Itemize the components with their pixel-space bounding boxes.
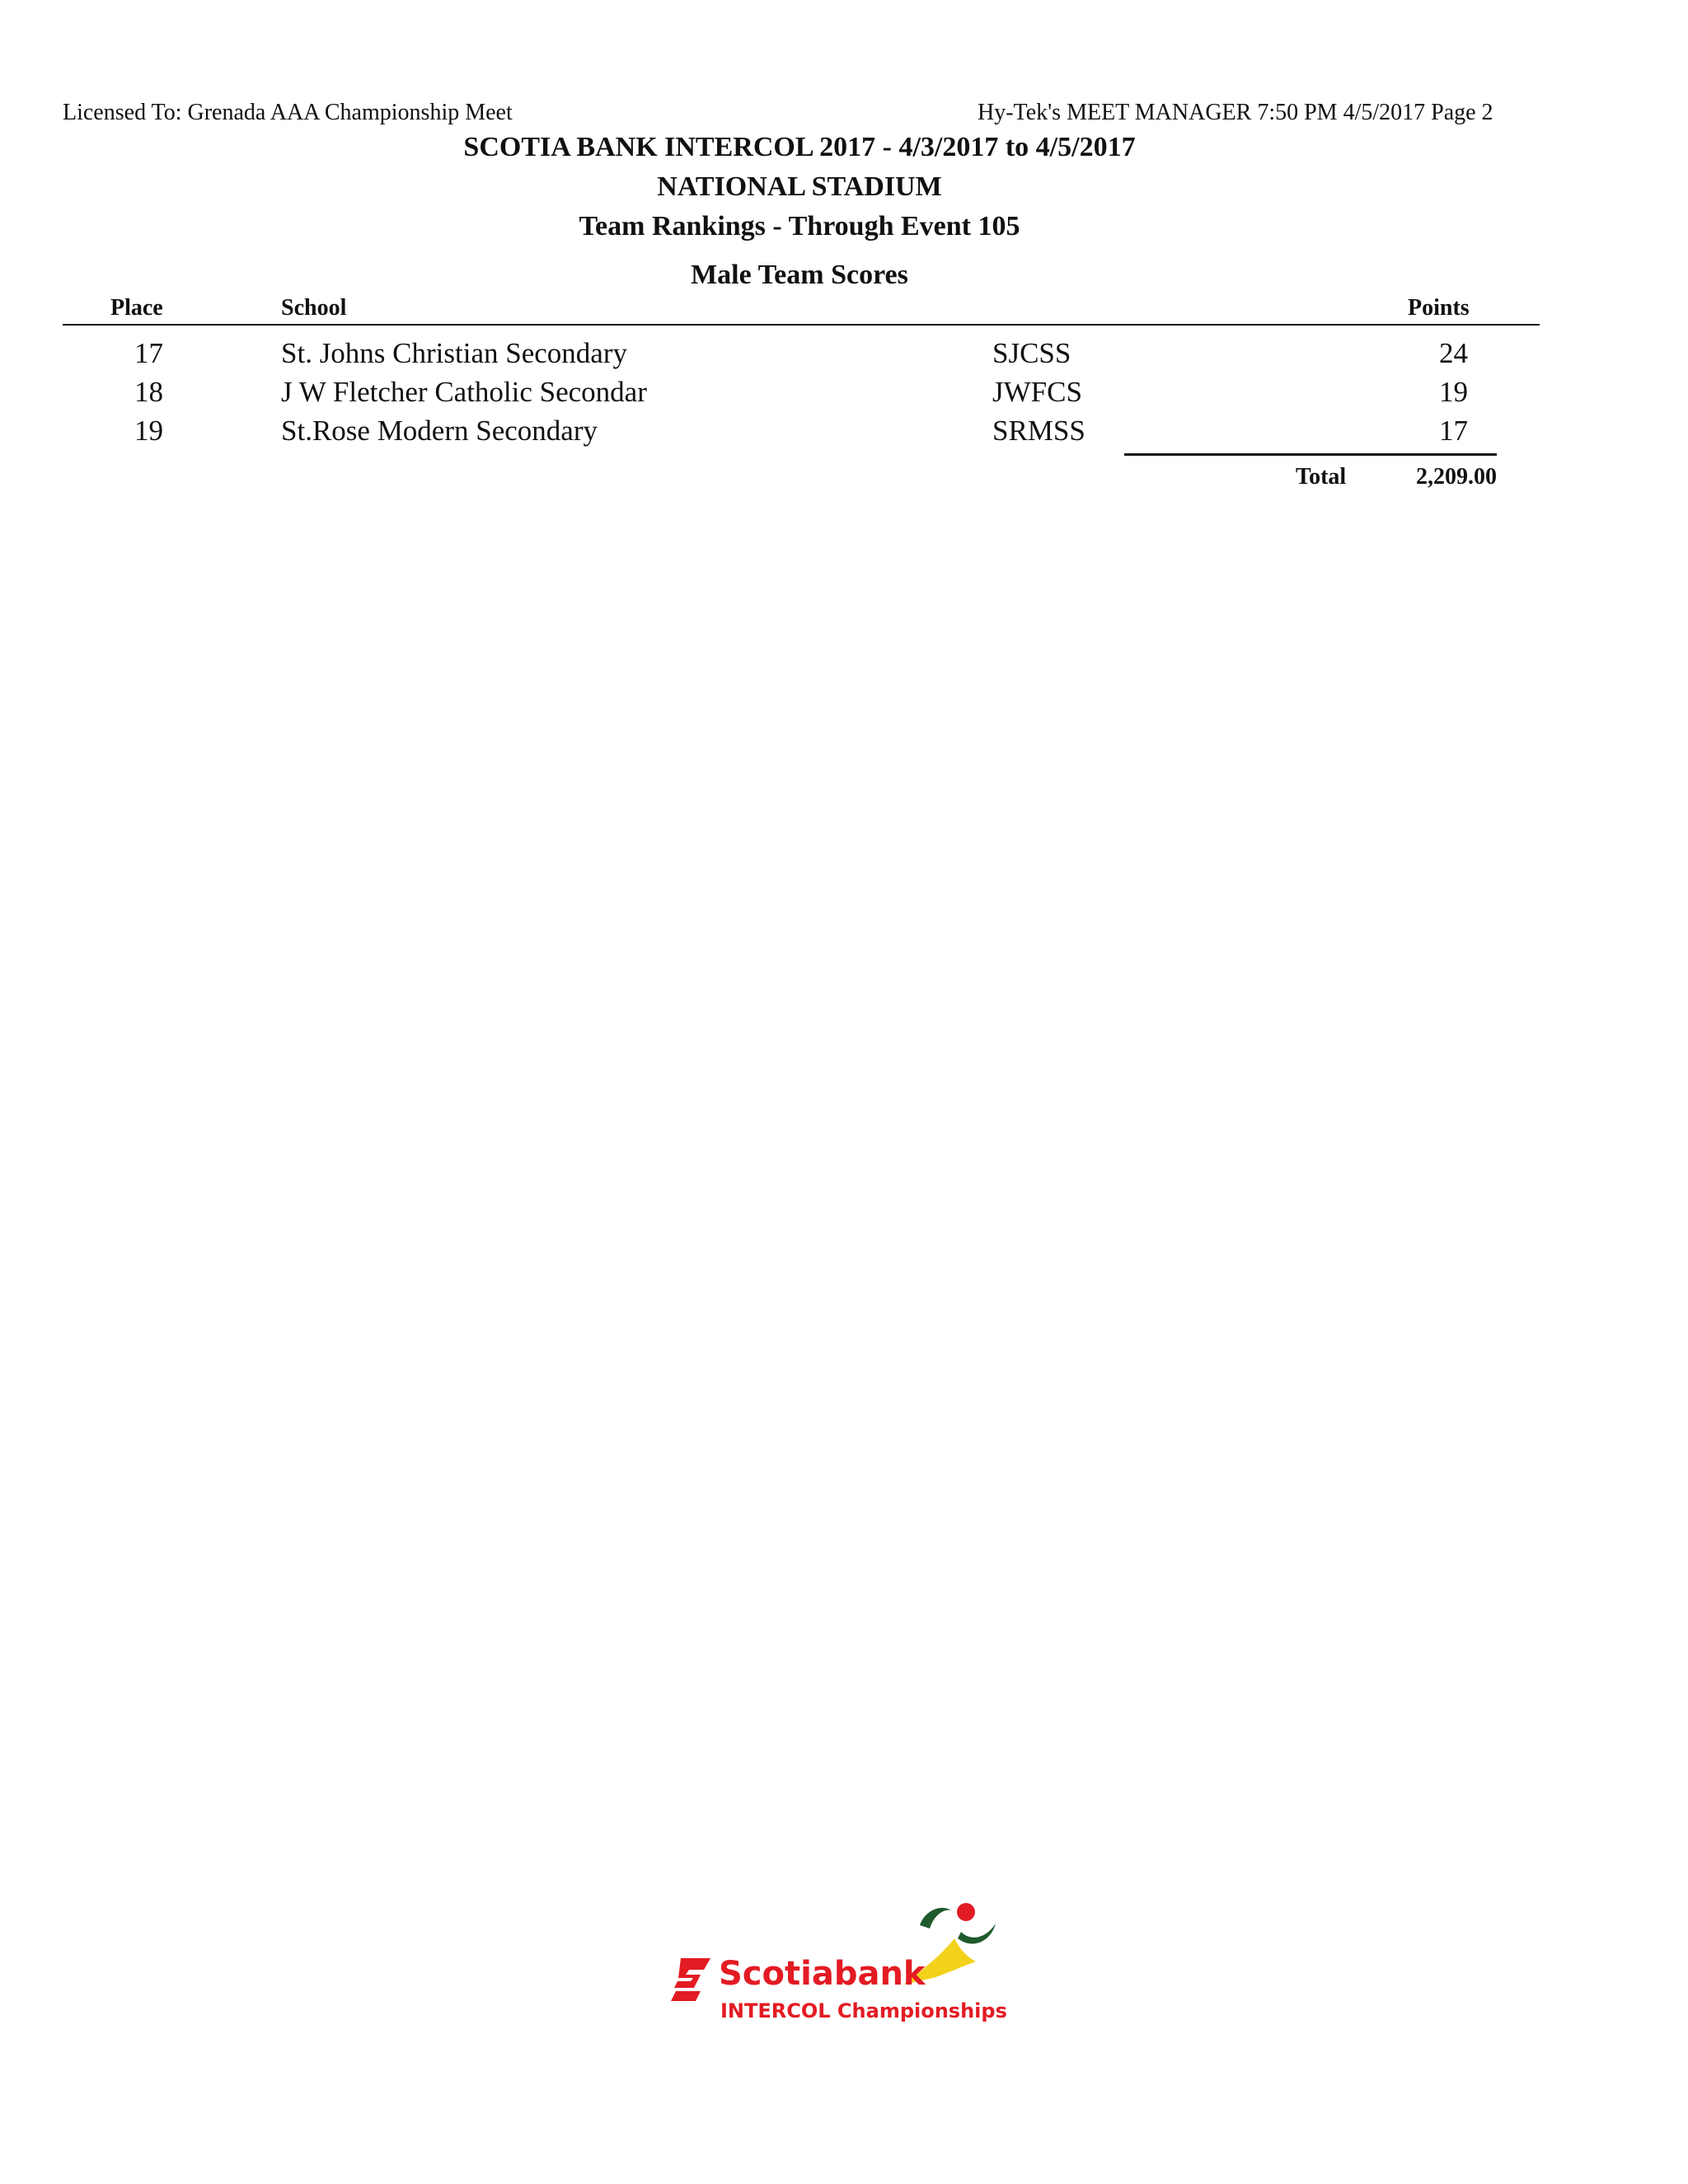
row-school: St. Johns Christian Secondary xyxy=(281,337,627,369)
total-label: Total xyxy=(1296,464,1347,490)
row-place: 18 xyxy=(134,376,163,408)
column-header-points: Points xyxy=(1408,295,1470,321)
logo-brand-text: Scotiabank xyxy=(719,1955,926,1993)
meet-title: SCOTIA BANK INTERCOL 2017 - 4/3/2017 to 4/5/2017 xyxy=(463,132,1136,162)
total-rule xyxy=(1124,453,1497,456)
row-points: 24 xyxy=(1439,337,1468,369)
report-title: Team Rankings - Through Event 105 xyxy=(579,211,1020,241)
logo-subtitle-text: INTERCOL Championships xyxy=(720,1999,1007,2022)
table-row xyxy=(0,337,1688,373)
table-row xyxy=(0,376,1688,412)
row-school: J W Fletcher Catholic Secondar xyxy=(281,376,647,408)
header-rule xyxy=(63,324,1540,326)
section-title: Male Team Scores xyxy=(691,260,908,290)
venue-title: NATIONAL STADIUM xyxy=(657,171,942,202)
row-points: 17 xyxy=(1439,415,1468,447)
column-header-place: Place xyxy=(110,295,163,321)
row-points: 19 xyxy=(1439,376,1468,408)
scotiabank-s-icon xyxy=(668,1955,714,2004)
table-row xyxy=(0,415,1688,451)
row-code: JWFCS xyxy=(992,376,1082,408)
software-stamp: Hy-Tek's MEET MANAGER 7:50 PM 4/5/2017 Page 2 xyxy=(978,100,1493,125)
row-code: SRMSS xyxy=(992,415,1085,447)
license-text: Licensed To: Grenada AAA Championship Meet xyxy=(63,100,513,125)
column-header-school: School xyxy=(281,295,347,321)
total-value: 2,209.00 xyxy=(1416,464,1497,490)
row-school: St.Rose Modern Secondary xyxy=(281,415,598,447)
row-code: SJCSS xyxy=(992,337,1071,369)
row-place: 17 xyxy=(134,337,163,369)
row-place: 19 xyxy=(134,415,163,447)
sponsor-logo xyxy=(664,1896,1027,2036)
